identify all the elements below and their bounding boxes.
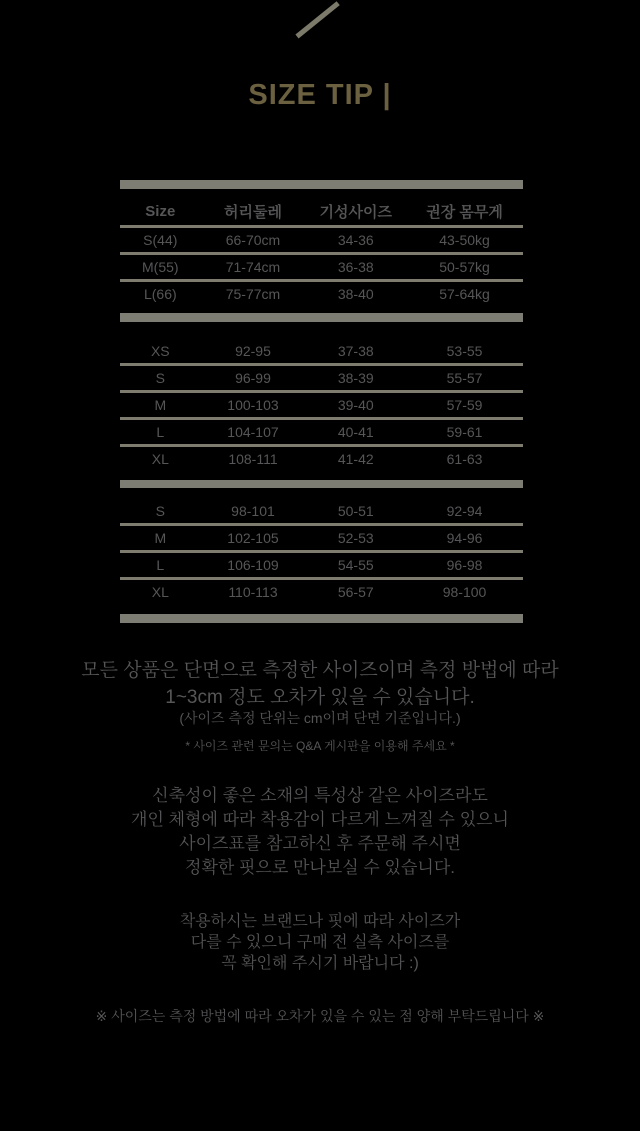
note-paragraph-1-line-4: * 사이즈 관련 문의는 Q&A 게시판을 이용해 주세요 * <box>185 739 455 753</box>
table-cell: 98-101 <box>231 503 275 519</box>
size-table-group-1 <box>120 197 523 306</box>
table-cell: L <box>156 557 165 573</box>
table-cell: 43-50kg <box>439 232 490 248</box>
table-row <box>120 420 523 447</box>
note-paragraph-2-line-4: 정확한 핏으로 만나보실 수 있습니다. <box>185 858 455 877</box>
table-cell: 75-77cm <box>225 286 281 302</box>
note-paragraph-3-line-1: 착용하시는 브랜드나 핏에 따라 사이즈가 <box>179 913 461 930</box>
table-cell: 92-94 <box>446 503 483 519</box>
table-row <box>120 366 523 393</box>
table-cell: M <box>154 397 167 413</box>
table-cell: 110-113 <box>228 584 278 600</box>
table-cell: 94-96 <box>446 530 483 546</box>
table-row <box>120 553 523 580</box>
table-row <box>120 447 523 471</box>
table-cell: S <box>155 503 165 519</box>
table-cell: M(55) <box>142 259 179 275</box>
table-cell: L <box>156 424 165 440</box>
note-paragraph-1-line-1: 모든 상품은 단면으로 측정한 사이즈이며 측정 방법에 따라 <box>81 660 559 681</box>
table-cell: 102-105 <box>227 530 279 546</box>
table-cell: XL <box>151 451 169 467</box>
header-cell-weight: 권장 몸무게 <box>426 203 503 221</box>
table-cell: 96-99 <box>235 370 271 386</box>
page-title: SIZE TIP | <box>248 79 392 111</box>
header-cell-size: Size <box>145 202 176 220</box>
table-cell: 53-55 <box>446 343 483 359</box>
header-cell-waist: 허리둘레 <box>223 203 282 221</box>
note-paragraph-1-line-2: 1~3cm 정도 오차가 있을 수 있습니다. <box>165 687 475 708</box>
table-cell: 41-42 <box>337 451 374 467</box>
table-cell: 61-63 <box>446 451 483 467</box>
table-body-group-3 <box>120 499 523 604</box>
footer-note: ※ 사이즈는 측정 방법에 따라 오차가 있을 수 있는 점 양해 부탁드립니다 ※ <box>95 1008 545 1024</box>
table-cell: 57-59 <box>446 397 483 413</box>
table-cell: 66-70cm <box>225 232 281 248</box>
table-cell: 59-61 <box>446 424 483 440</box>
table-cell: 55-57 <box>446 370 483 386</box>
table-header-row <box>120 197 523 228</box>
slash-icon <box>295 1 339 38</box>
note-paragraph-2 <box>0 784 640 880</box>
divider-bar-3 <box>120 480 523 488</box>
note-paragraph-3-line-2: 다를 수 있으니 구매 전 실측 사이즈를 <box>190 934 450 951</box>
table-cell: 40-41 <box>337 424 374 440</box>
table-cell: 98-100 <box>442 584 487 600</box>
table-cell: 39-40 <box>337 397 374 413</box>
table-cell: 52-53 <box>337 530 374 546</box>
note-paragraph-2-line-1: 신축성이 좋은 소재의 특성상 같은 사이즈라도 <box>152 786 488 805</box>
size-table-group-3 <box>120 499 523 604</box>
note-paragraph-3-line-3: 꼭 확인해 주시기 바랍니다 :) <box>221 955 419 972</box>
table-row <box>120 580 523 604</box>
table-cell: 50-57kg <box>439 259 490 275</box>
note-paragraph-2-line-2: 개인 체형에 따라 착용감이 다르게 느껴질 수 있으니 <box>131 810 509 829</box>
table-cell: S(44) <box>143 232 178 248</box>
table-cell: 34-36 <box>337 232 374 248</box>
table-cell: 57-64kg <box>439 286 490 302</box>
table-cell: 100-103 <box>227 397 279 413</box>
table-cell: XL <box>151 584 169 600</box>
table-row <box>120 499 523 526</box>
table-cell: 36-38 <box>337 259 374 275</box>
table-row <box>120 393 523 420</box>
table-cell: 56-57 <box>337 584 374 600</box>
table-cell: 92-95 <box>235 343 271 359</box>
divider-bar-2 <box>120 313 523 322</box>
table-row <box>120 228 523 255</box>
table-cell: XS <box>150 343 170 359</box>
table-cell: M <box>154 530 167 546</box>
table-cell: 54-55 <box>337 557 374 573</box>
table-cell: L(66) <box>143 286 177 302</box>
table-cell: 96-98 <box>446 557 483 573</box>
note-paragraph-3 <box>0 911 640 974</box>
table-cell: 50-51 <box>337 503 374 519</box>
header-cell-standard-size: 기성사이즈 <box>319 203 392 221</box>
table-body-group-1 <box>120 228 523 306</box>
table-cell: 108-111 <box>228 451 278 467</box>
table-row <box>120 339 523 366</box>
table-row <box>120 255 523 282</box>
table-row <box>120 526 523 553</box>
note-paragraph-2-line-3: 사이즈표를 참고하신 후 주문해 주시면 <box>179 834 461 853</box>
table-cell: 37-38 <box>337 343 374 359</box>
note-paragraph-1-line-3: (사이즈 측정 단위는 cm이며 단면 기준입니다.) <box>179 710 461 726</box>
size-table-group-2 <box>120 339 523 471</box>
table-cell: S <box>155 370 165 386</box>
table-row <box>120 282 523 306</box>
table-cell: 38-39 <box>337 370 374 386</box>
table-cell: 71-74cm <box>225 259 281 275</box>
table-body-group-2 <box>120 339 523 471</box>
table-cell: 38-40 <box>337 286 374 302</box>
table-cell: 106-109 <box>227 557 279 573</box>
divider-bar-bottom <box>120 614 523 623</box>
divider-bar-top <box>120 180 523 189</box>
table-cell: 104-107 <box>227 424 279 440</box>
